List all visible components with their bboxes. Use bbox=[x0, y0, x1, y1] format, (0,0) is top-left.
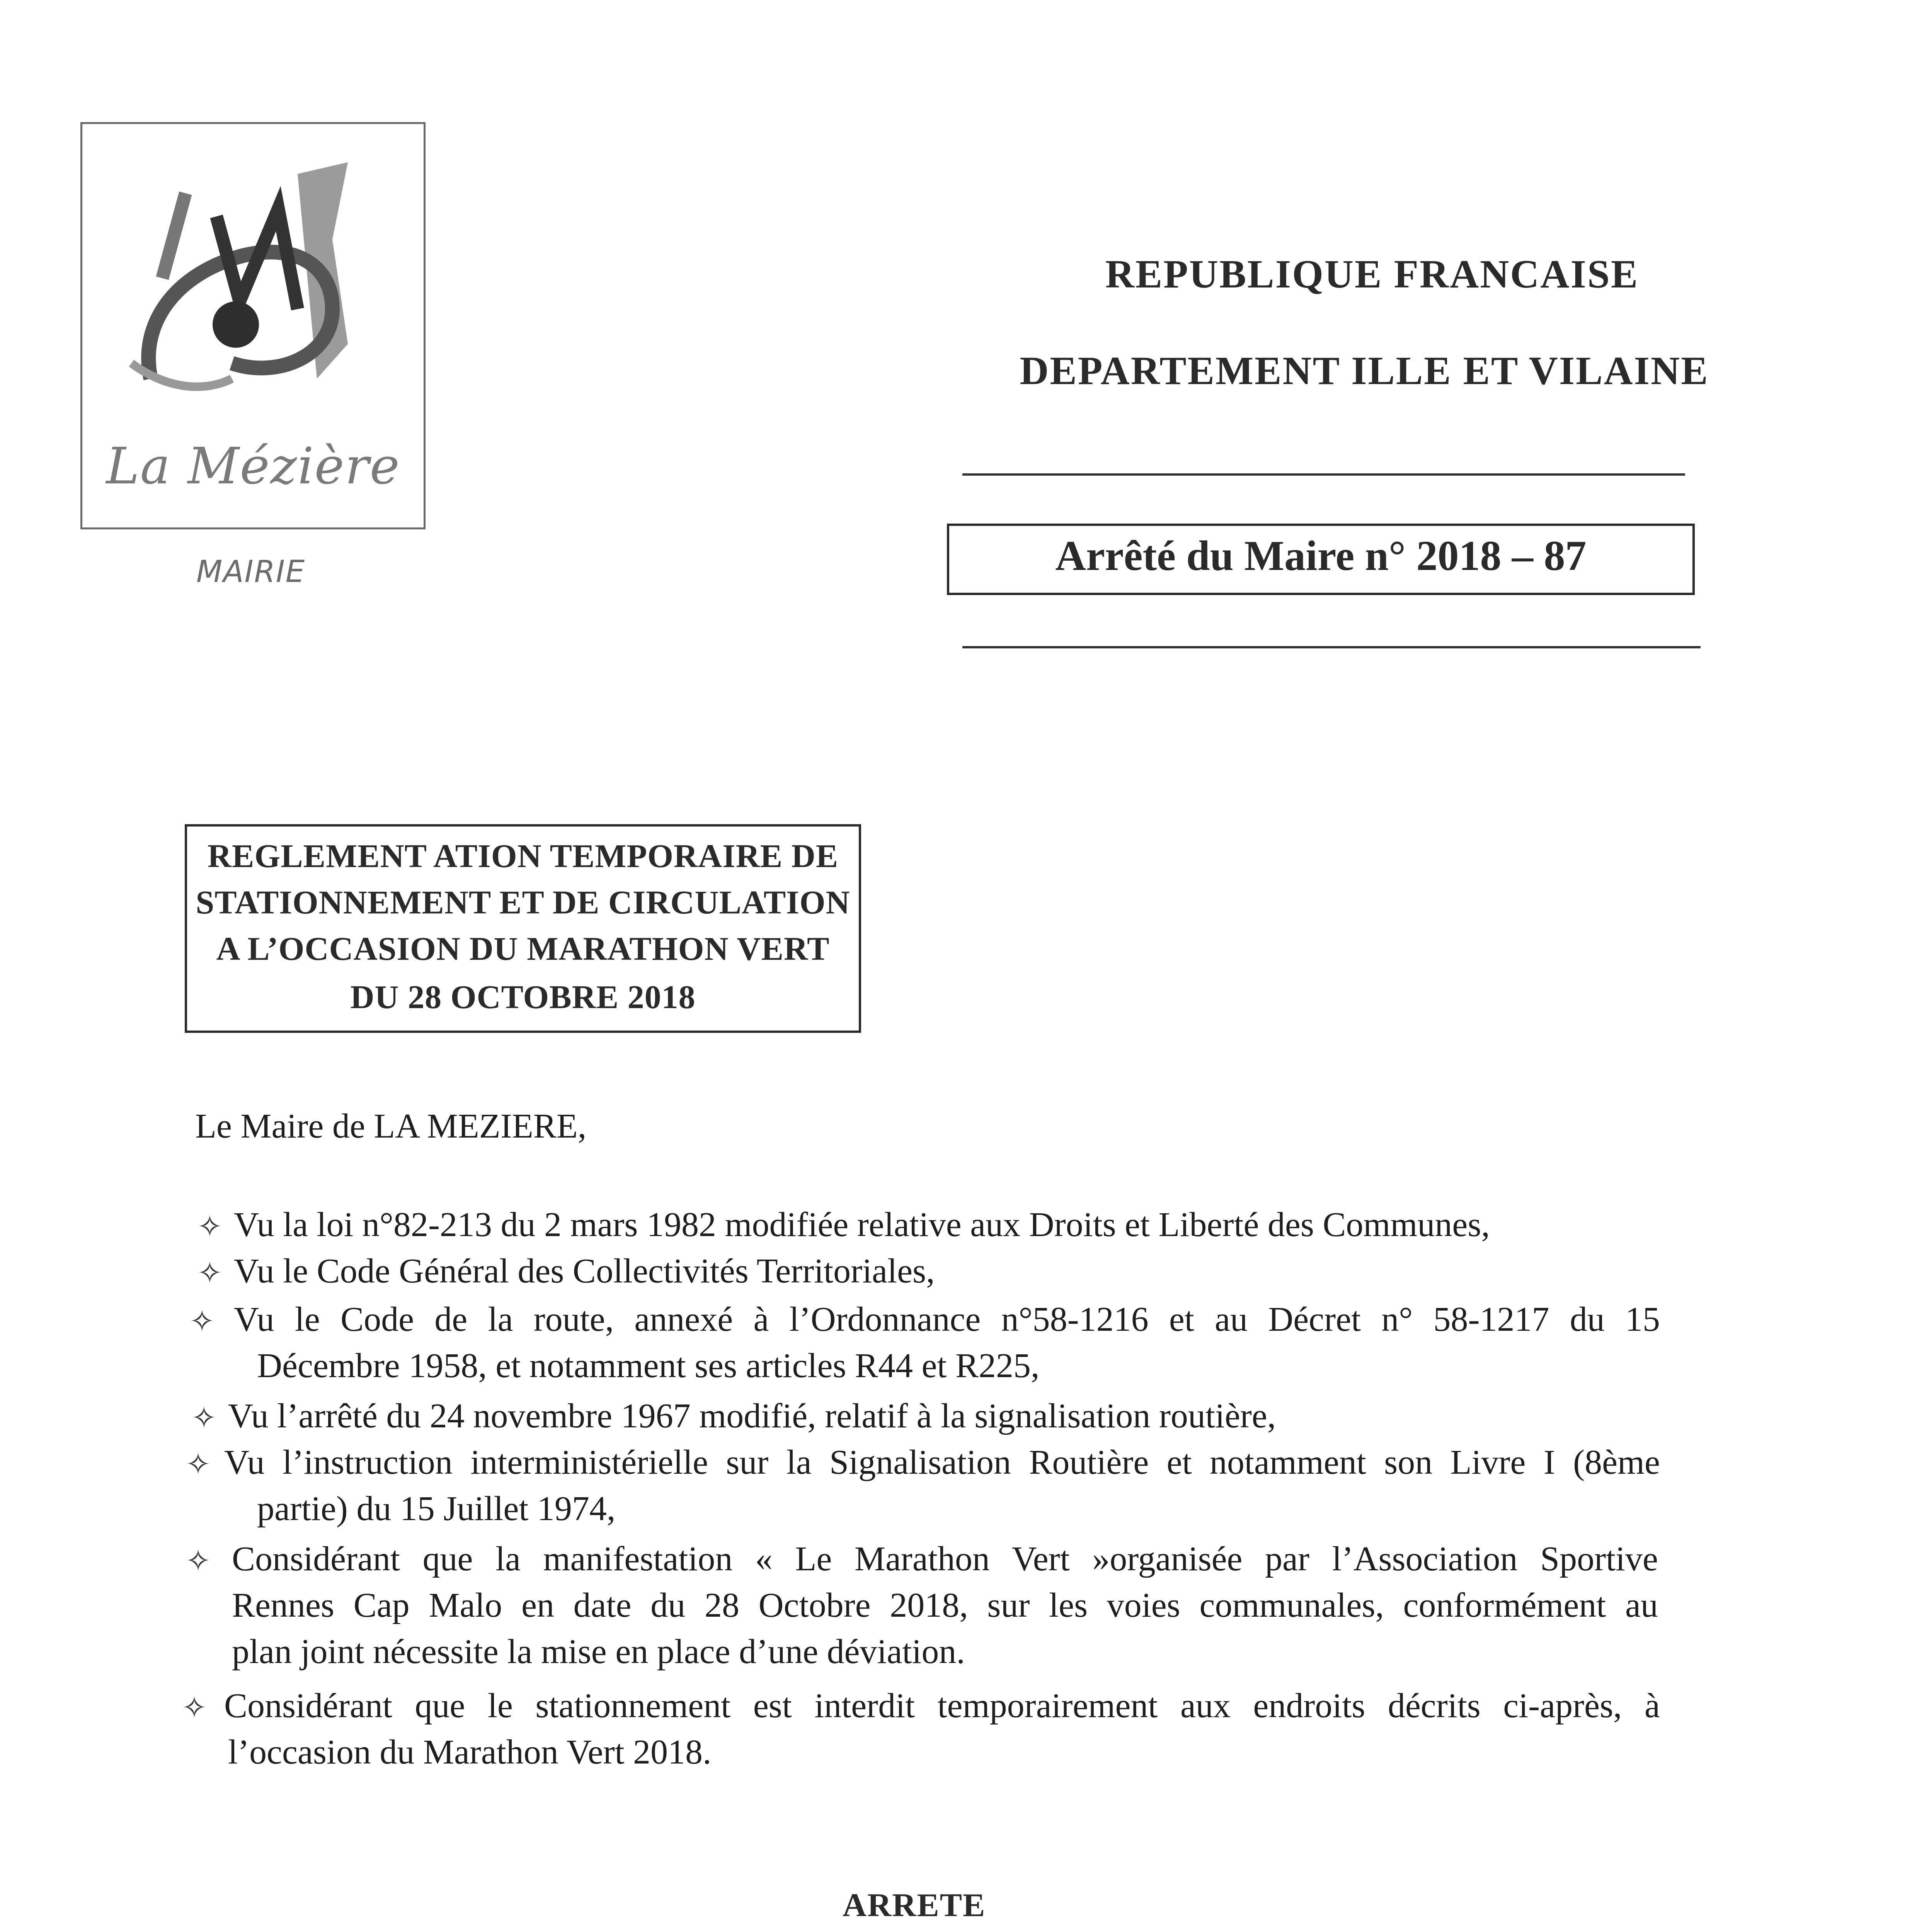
logo-subtitle: MAIRIE bbox=[196, 554, 306, 589]
title-line-1: REGLEMENT ATION TEMPORAIRE DE bbox=[207, 837, 839, 874]
consideration-5-line-1: Vu l’instruction interministérielle sur la Signalisation Routière et notamment son Livre I (8ème bbox=[224, 1443, 1660, 1481]
consideration-7-line-2: l’occasion du Marathon Vert 2018. bbox=[228, 1733, 712, 1771]
consideration-3-line-2: Décembre 1958, et notamment ses articles R44 et R225, bbox=[257, 1347, 1040, 1385]
la-meziere-logo-icon bbox=[116, 162, 390, 410]
consideration-1-line-1: Vu la loi n°82-213 du 2 mars 1982 modifiée relative aux Droits et Liberté des Communes, bbox=[234, 1206, 1490, 1244]
header-departement: DEPARTEMENT ILLE ET VILAINE bbox=[1020, 349, 1709, 393]
consideration-3-line-1: Vu le Code de la route, annexé à l’Ordonnance n°58-1216 et au Décret n° 58-1217 du 15 bbox=[234, 1300, 1660, 1338]
diamond-bullet-icon: ✧ bbox=[182, 1690, 207, 1725]
consideration-5-line-2: partie) du 15 Juillet 1974, bbox=[257, 1490, 616, 1528]
consideration-6-line-3: plan joint nécessite la mise en place d’une déviation. bbox=[232, 1633, 965, 1671]
diamond-bullet-icon: ✧ bbox=[197, 1256, 223, 1291]
diamond-bullet-icon: ✧ bbox=[197, 1209, 223, 1244]
header-divider-top bbox=[962, 473, 1685, 476]
logo-name: La Mézière bbox=[106, 437, 400, 495]
intro-text: Le Maire de LA MEZIERE, bbox=[195, 1107, 587, 1145]
title-line-4: DU 28 OCTOBRE 2018 bbox=[350, 978, 696, 1015]
consideration-6-line-2: Rennes Cap Malo en date du 28 Octobre 2018, sur les voies communales, conformément au bbox=[232, 1586, 1658, 1624]
header-divider-bottom bbox=[962, 646, 1701, 648]
consideration-4-line-1: Vu l’arrêté du 24 novembre 1967 modifié, relatif à la signalisation routière, bbox=[228, 1397, 1276, 1435]
header-republique: REPUBLIQUE FRANCAISE bbox=[1105, 252, 1639, 296]
diamond-bullet-icon: ✧ bbox=[191, 1401, 217, 1435]
diamond-bullet-icon: ✧ bbox=[186, 1447, 211, 1482]
arrete-heading: ARRETE bbox=[843, 1886, 986, 1923]
title-line-2: STATIONNEMENT ET DE CIRCULATION bbox=[196, 884, 850, 921]
diamond-bullet-icon: ✧ bbox=[189, 1304, 215, 1339]
diamond-bullet-icon: ✧ bbox=[186, 1544, 211, 1578]
arrete-number: Arrêté du Maire n° 2018 – 87 bbox=[1055, 532, 1587, 579]
consideration-7-line-1: Considérant que le stationnement est interdit temporairement aux endroits décrits ci-après, à bbox=[224, 1687, 1660, 1725]
title-line-3: A L’OCCASION DU MARATHON VERT bbox=[216, 930, 830, 967]
consideration-6-line-1: Considérant que la manifestation « Le Marathon Vert »organisée par l’Association Sportive bbox=[232, 1540, 1658, 1578]
consideration-2-line-1: Vu le Code Général des Collectivités Territoriales, bbox=[234, 1252, 935, 1290]
